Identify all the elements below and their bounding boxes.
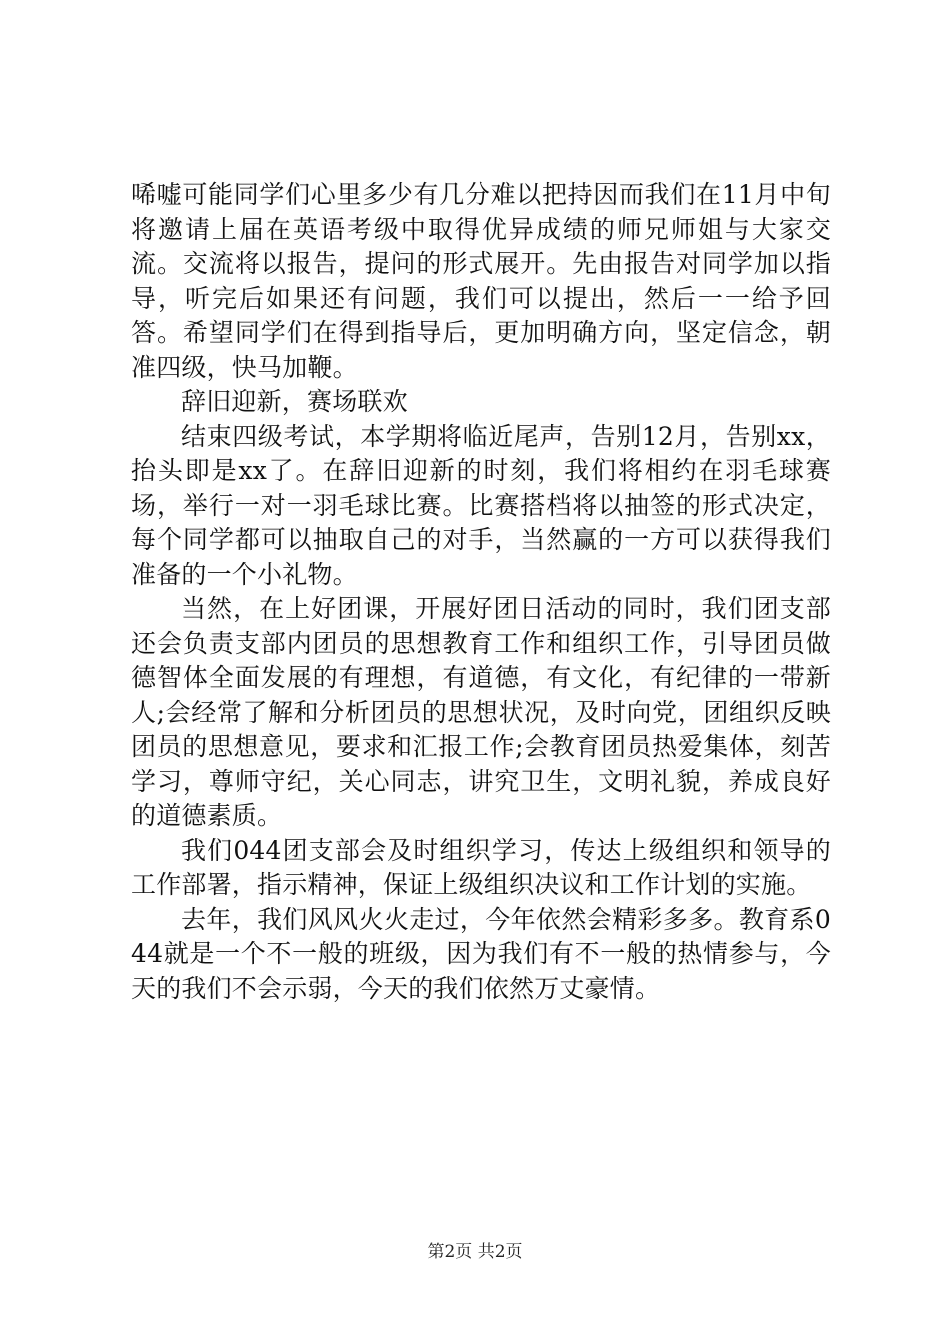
page-number-footer: 第2页 共2页 [427,1242,523,1262]
paragraph-exam-exchange: 唏嘘可能同学们心里多少有几分难以把持因而我们在11月中旬将邀请上届在英语考级中取得优异成绩的师兄师姐与大家交流。交流将以报告，提问的形式展开。先由报告对同学加以指导，听完后如果还有问题，我们可以提出，然后一一给予回答。希望同学们在得到指导后，更加明确方向，坚定信念，朝准四级，快马加鞭。 [131,180,831,382]
paragraph-badminton: 结束四级考试，本学期将临近尾声，告别12月，告别xx，抬头即是xx了。在辞旧迎新的时刻，我们将相约在羽毛球赛场，举行一对一羽毛球比赛。比赛搭档将以抽签的形式决定，每个同学都可以抽取自己的对手，当然赢的一方可以获得我们准备的一个小礼物。 [131,421,831,589]
paragraph-study-organization: 我们044团支部会及时组织学习，传达上级组织和领导的工作部署，指示精神，保证上级组织决议和工作计划的实施。 [131,835,831,899]
paragraph-member-education: 当然，在上好团课，开展好团日活动的同时，我们团支部还会负责支部内团员的思想教育工作和组织工作，引导团员做德智体全面发展的有理想，有道德，有文化，有纪律的一带新人;会经常了解和分析团员的思想状况，及时向党，团组织反映团员的思想意见，要求和汇报工作;会教育团员热爱集体，刻苦学习，尊师守纪，关心同志，讲究卫生，文明礼貌，养成良好的道德素质。 [131,594,831,830]
paragraph-closing: 去年，我们风风火火走过，今年依然会精彩多多。教育系044就是一个不一般的班级，因为我们有不一般的热情参与，今天的我们不会示弱，今天的我们依然万丈豪情。 [131,904,831,1003]
section-heading-new-year: 辞旧迎新，赛场联欢 [181,387,408,416]
document-body [131,178,831,1006]
